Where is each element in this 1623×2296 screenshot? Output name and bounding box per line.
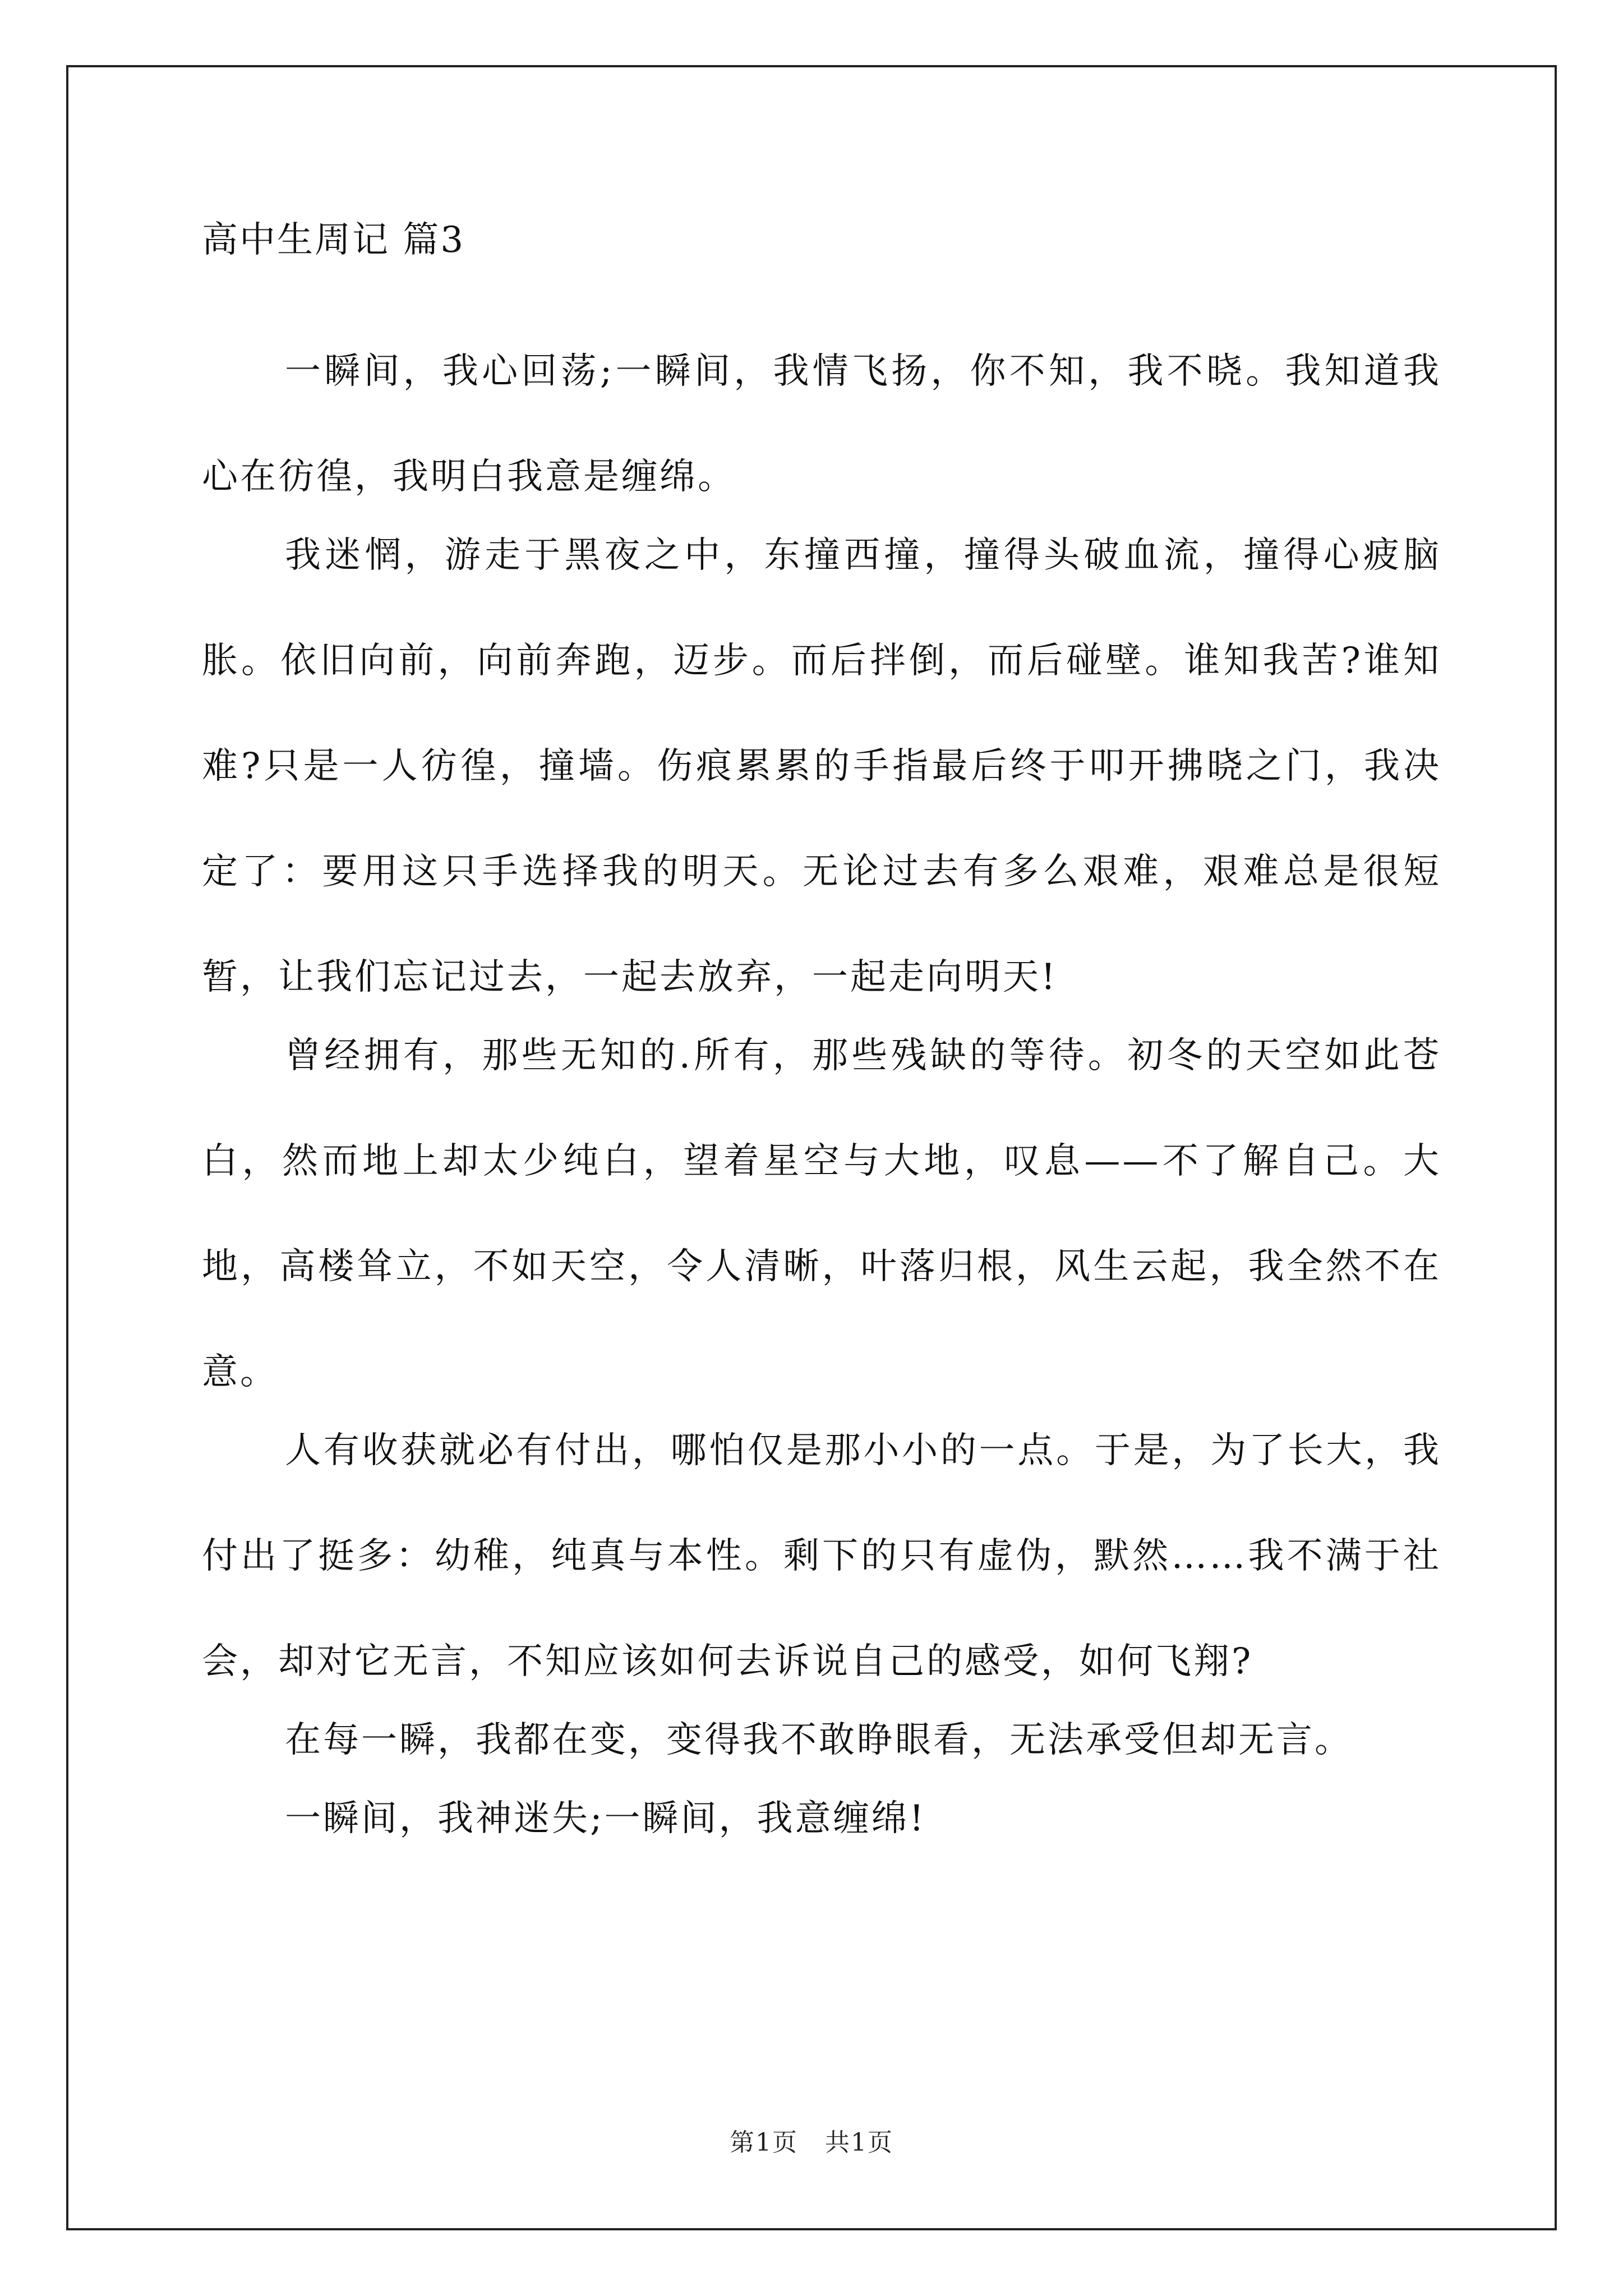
paragraph: 一瞬间，我心回荡;一瞬间，我情飞扬，你不知，我不晓。我知道我心在彷徨，我明白我意是缠绵。	[202, 351, 1441, 498]
page-number: 第1页	[730, 2128, 798, 2157]
paragraph: 人有收获就必有付出，哪怕仅是那小小的一点。于是，为了长大，我付出了挺多：幼稚，纯真与本性。剩下的只有虚伪，默然……我不满于社会，却对它无言，不知应该如何去诉说自己的感受，如何飞翔?	[202, 1430, 1441, 1682]
document-body	[202, 213, 1441, 1871]
paragraph: 一瞬间，我神迷失;一瞬间，我意缠绵!	[285, 1798, 926, 1839]
paragraph: 曾经拥有，那些无知的.所有，那些残缺的等待。初冬的天空如此苍白，然而地上却太少纯白，望着星空与大地，叹息——不了解自己。大地，高楼耸立，不如天空，令人清晰，叶落归根，风生云起，我全然不在意。	[202, 1035, 1441, 1393]
page-footer	[0, 2126, 1623, 2160]
paragraph: 在每一瞬，我都在变，变得我不敢睁眼看，无法承受但却无言。	[285, 1719, 1353, 1761]
paragraph: 我迷惘，游走于黑夜之中，东撞西撞，撞得头破血流，撞得心疲脑胀。依旧向前，向前奔跑，迈步。而后拌倒，而后碰壁。谁知我苦?谁知难?只是一人彷徨，撞墙。伤痕累累的手指最后终于叩开拂晓之门，我决定了：要用这只手选择我的明天。无论过去有多么艰难，艰难总是很短暂，让我们忘记过去，一起去放弃，一起走向明天!	[202, 535, 1441, 998]
page-total: 共1页	[825, 2128, 893, 2157]
document-title: 高中生周记 篇3	[202, 219, 465, 261]
